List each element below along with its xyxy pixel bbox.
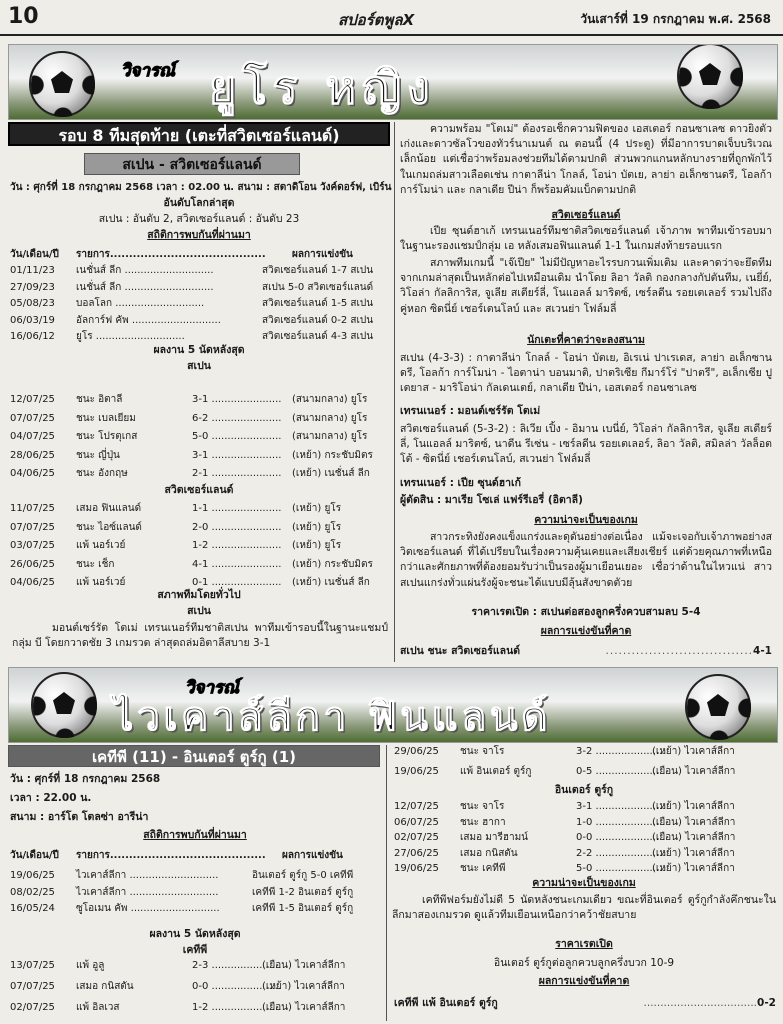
row-venue: (เหย้า) ยูโร — [292, 540, 342, 551]
finland-banner — [8, 667, 778, 743]
row-score: 3-2 ...................... — [576, 746, 666, 757]
row-outcome: ชนะ เช็ก — [76, 558, 115, 570]
row-competition: เนชั่นส์ ลีก ............................ — [76, 281, 214, 293]
row-venue: (เหย้า) ไวเคาส์ลีกา — [652, 863, 735, 874]
football-icon — [685, 674, 751, 740]
row-outcome: แพ้ นอร์เวย์ — [76, 540, 126, 551]
match-info: วัน : ศุกร์ที่ 18 กรกฎาคม 2568 เวลา : 02.00 น. สนาม : สตาดิโอน วังค์ดอร์ฟ, เบิร์น — [10, 182, 392, 193]
row-score: 0-0 ...................... — [576, 832, 666, 843]
row-outcome: แพ้ อิลเวส — [76, 1002, 120, 1013]
list-item — [10, 539, 390, 553]
list-item — [10, 1001, 382, 1015]
row-venue: (เยือน) ไวเคาส์ลีกา — [652, 766, 736, 777]
prediction-heading: ผลการแข่งขันที่คาด — [538, 975, 630, 987]
row-venue: (สนามกลาง) ยูโร — [292, 431, 368, 442]
list-item — [10, 412, 390, 426]
team-b-form-heading: สวิตเซอร์แลนด์ — [164, 484, 234, 496]
ranking-text: สเปน : อันดับ 2, สวิตเซอร์แลนด์ : อันดับ 23 — [98, 213, 300, 225]
football-icon — [29, 51, 95, 117]
row-score: 3-1 ...................... — [576, 801, 666, 812]
h2h-header-row — [10, 849, 380, 863]
row-outcome: เสมอ กนิสตัน — [76, 981, 134, 992]
coach-b: เทรนเนอร์ : เปีย ซุนด์ฮาเก้ — [400, 477, 521, 489]
banner-title: ไวเคาส์ลีกา ฟินแลนด์ — [113, 694, 552, 740]
row-venue: (เหย้า) เนชั่นส์ ลีก — [292, 577, 370, 588]
referee: ผู้ตัดสิน : มาเรีย โซเล่ แฟร์รีเอรี่ (อิตาลี) — [400, 494, 583, 506]
list-item — [394, 745, 776, 759]
row-competition: บอลโลก ............................ — [76, 298, 205, 309]
row-score: 3-1 ...................... — [192, 449, 282, 461]
lineup-a: สเปน (4-3-3) : กาตาลีน่า โกลล์ - โอน่า บัตเย, อิเรเน่ ปาเรเดส, ลาย่า อเล็กซานดรี, โอลก้า การ์โมน่า - ไอตาน่า บอนมาติ, ปาตริเซีย กีมาร์โร่ "ปาตรี", อเล็กเซีย ปูเตยาส - มาริโอน่า กัลเดนเตย์, กลาเดีย ปีน่า, เอสเตอร์ กอนซาเลซ — [400, 352, 772, 395]
row-date: 27/06/25 — [394, 847, 439, 859]
row-result: สวิตเซอร์แลนด์ 0-2 สเปน — [262, 314, 374, 326]
row-score: 2-0 ...................... — [192, 521, 282, 533]
banner-title: ยูโร หญิง — [209, 60, 436, 114]
euro-banner — [8, 44, 778, 120]
table-row — [10, 281, 390, 295]
row-score: 6-2 ...................... — [192, 412, 282, 424]
score-value: 4-1 — [753, 645, 772, 657]
row-venue: (เยือน) ไวเคาส์ลีกา — [652, 832, 736, 843]
list-item — [10, 980, 382, 994]
table-row — [10, 869, 382, 883]
row-venue: (สนามกลาง) ยูโร — [292, 412, 368, 424]
row-result: เคทีพี 1-5 อินเตอร์ ตูร์กู — [252, 903, 354, 914]
row-date: 06/07/25 — [394, 816, 439, 828]
row-outcome: เสมอ กนิสตัน — [460, 847, 518, 859]
table-row — [10, 886, 382, 900]
row-score: 3-1 ...................... — [192, 394, 282, 405]
list-item — [10, 467, 390, 481]
odds-text: อินเตอร์ ตูร์กูต่อลูกควบลูกครึ่งบวก 10-9 — [493, 957, 675, 969]
row-venue: (เหย้า) ไวเคาส์ลีกา — [652, 746, 735, 757]
row-venue: (เหย้า) ยูโร — [292, 521, 342, 533]
row-outcome: ชนะ เคทีพี — [460, 863, 506, 874]
list-item — [394, 862, 776, 876]
row-score: 0-0 ...................... — [192, 981, 282, 992]
list-item — [10, 558, 390, 572]
list-item — [10, 449, 390, 463]
table-row — [10, 902, 382, 916]
row-date: 13/07/25 — [10, 960, 55, 971]
row-score: 1-2 ...................... — [192, 1002, 282, 1013]
col-date: วัน/เดือน/ปี — [10, 249, 59, 260]
row-date: 07/07/25 — [10, 412, 55, 424]
ranking-heading: อันดับโลกล่าสุด — [163, 197, 235, 209]
football-icon — [677, 44, 743, 109]
row-venue: (เหย้า) กระชับมิตร — [292, 449, 373, 461]
row-outcome: เสมอ มารีฮามน์ — [460, 832, 529, 843]
prediction-text: เคทีพี แพ้ อินเตอร์ ตูร์กู — [394, 997, 498, 1009]
row-outcome: เสมอ ฟินแลนด์ — [76, 503, 142, 514]
row-result: เคทีพี 1-2 อินเตอร์ ตูร์กู — [252, 886, 354, 898]
row-score: 5-0 ...................... — [192, 431, 282, 442]
row-date: 04/06/25 — [10, 577, 55, 588]
football-icon — [31, 672, 97, 738]
row-outcome: ชนะ เบลเยียม — [76, 412, 136, 424]
probability-heading: ความน่าจะเป็นของเกม — [534, 514, 638, 526]
row-date: 28/06/25 — [10, 449, 55, 461]
row-result: สวิตเซอร์แลนด์ 4-3 สเปน — [262, 331, 374, 342]
table-row — [10, 297, 390, 311]
row-venue: (เยือน) ไวเคาส์ลีกา — [652, 816, 736, 828]
table-row — [10, 314, 390, 328]
row-date: 08/02/25 — [10, 886, 55, 898]
row-date: 07/07/25 — [10, 981, 55, 992]
row-date: 06/03/19 — [10, 314, 55, 326]
row-date: 16/06/12 — [10, 331, 55, 342]
banner-subtitle: วิจารณ์ — [185, 678, 239, 698]
row-date: 05/08/23 — [10, 298, 55, 309]
row-date: 03/07/25 — [10, 540, 55, 551]
row-venue: (เยือน) ไวเคาส์ลีกา — [262, 1002, 346, 1013]
row-date: 04/06/25 — [10, 468, 55, 479]
row-result: สวิตเซอร์แลนด์ 1-5 สเปน — [262, 298, 374, 309]
row-outcome: ชนะ จาโร — [460, 746, 505, 757]
state-heading: สภาพทีมโดยทั่วไป — [157, 589, 241, 601]
h2h-heading: สถิติการพบกันที่ผ่านมา — [143, 829, 247, 841]
row-date: 01/11/23 — [10, 265, 55, 276]
row-result: สเปน 5-0 สวิตเซอร์แลนด์ — [262, 281, 374, 293]
row-outcome: ชนะ ญี่ปุ่น — [76, 449, 120, 461]
list-item — [10, 393, 390, 407]
row-score: 0-5 ...................... — [576, 766, 666, 777]
row-score: 4-1 ...................... — [192, 558, 282, 570]
match-time: เวลา : 22.00 น. — [10, 792, 92, 804]
row-venue: (สนามกลาง) ยูโร — [292, 394, 368, 405]
odds-text: ราคาเรตเปิด : สเปนต่อสองลูกครึ่งควบสามลบ 5-4 — [471, 606, 701, 618]
h2h-header-row — [10, 248, 390, 262]
row-venue: (เหย้า) ไวเคาส์ลีกา — [262, 981, 345, 992]
row-date: 02/07/25 — [394, 832, 439, 843]
list-item — [10, 502, 390, 516]
row-result: สวิตเซอร์แลนด์ 1-7 สเปน — [262, 265, 374, 276]
row-outcome: ชนะ ไอซ์แลนด์ — [76, 521, 142, 533]
list-item — [394, 831, 776, 845]
row-outcome: ชนะ อิตาลี — [76, 394, 123, 405]
prediction-heading: ผลการแข่งขันที่คาด — [540, 625, 632, 637]
row-competition: อัลการ์ฟ คัพ ............................ — [76, 314, 221, 326]
col-date: วัน/เดือน/ปี — [10, 850, 59, 861]
prediction-score: ..................................0-2 — [643, 997, 776, 1009]
list-item — [10, 959, 382, 973]
list-item — [394, 800, 776, 814]
score-value: 0-2 — [757, 997, 776, 1009]
form-heading: ผลงาน 5 นัดหลังสุด — [153, 344, 245, 356]
row-competition: ไวเคาส์ลีกา ............................ — [76, 870, 219, 881]
match-title: สเปน - สวิตเซอร์แลนด์ — [84, 153, 300, 175]
row-date: 04/07/25 — [10, 431, 55, 442]
row-score: 1-0 ...................... — [576, 816, 666, 828]
issue-date: วันเสาร์ที่ 19 กรกฎาคม พ.ศ. 2568 — [580, 12, 771, 26]
list-item — [394, 847, 776, 861]
coach-a: เทรนเนอร์ : มอนต์เซร์รัต โตเม่ — [400, 405, 541, 417]
table-row — [10, 264, 390, 278]
row-outcome: ชนะ ฮากา — [460, 816, 506, 828]
column-divider — [386, 745, 387, 1021]
row-outcome: ชนะ โปรตุเกส — [76, 431, 138, 442]
list-item — [394, 816, 776, 830]
row-venue: (เยือน) ไวเคาส์ลีกา — [262, 960, 346, 971]
row-date: 27/09/23 — [10, 281, 55, 293]
list-item — [10, 430, 390, 444]
page-header — [0, 0, 783, 36]
swiss-preview-1: เปีย ซุนด์ฮาเก้ เทรนเนอร์ทีมชาติสวิตเซอร์แลนด์ เจ้าภาพ พาทีมเข้ารอบมาในฐานะรองแชมป์กลุ่ม เอ หลังเสมอฟินแลนด์ 1-1 ในเกมส่งท้ายรอบแรก — [400, 225, 772, 253]
row-date: 19/06/25 — [10, 870, 55, 881]
row-date: 19/06/25 — [394, 863, 439, 874]
row-date: 12/07/25 — [394, 801, 439, 812]
page-number: 10 — [8, 4, 39, 29]
odds-heading: ราคาเรตเปิด — [555, 938, 613, 950]
swiss-heading: สวิตเซอร์แลนด์ — [551, 209, 621, 221]
team-a-form-heading: สเปน — [187, 360, 211, 372]
row-date: 07/07/25 — [10, 521, 55, 533]
row-competition: เนชั่นส์ ลีก ............................ — [76, 265, 214, 276]
row-venue: (เหย้า) ไวเคาส์ลีกา — [652, 847, 735, 859]
row-venue: (เหย้า) เนชั่นส์ ลีก — [292, 468, 370, 479]
banner-subtitle: วิจารณ์ — [121, 61, 175, 81]
row-score: 2-1 ...................... — [192, 468, 282, 479]
row-date: 12/07/25 — [10, 394, 55, 405]
form-heading: ผลงาน 5 นัดหลังสุด — [149, 928, 241, 940]
row-outcome: แพ้ นอร์เวย์ — [76, 577, 126, 588]
row-competition: ยูโร ............................ — [76, 331, 185, 342]
swiss-preview-2: สภาพทีมเกมนี้ "เจ๊เปีย" ไม่มีปัญหาอะไรรบกวนเพิ่มเติม และคาดว่าจะยึดทีมจากเกมล่าสุดเป็นหลักต่อไปเหมือนเดิม นำโดย ลิอา วัลติ กองกลางกัปตันทีม, เนยี่ย์, วิโอล่า กัลลิการิส, จูเลีย สเตียร์ลี่, โนแอลล์ มาริตซ์, เซร์ลดีน รอยเตเลอร์ รวมไปถึงคู่หอก ซิดนี่ย์ เชอร์เตนโลบ์ และ สเวนย่า โฟล์มลี่ — [400, 257, 772, 315]
match-date: วัน : ศุกร์ที่ 18 กรกฎาคม 2568 — [10, 773, 161, 785]
col-result: ผลการแข่งขัน — [282, 850, 343, 861]
team-a-form-heading: เคทีพี — [182, 944, 208, 956]
probability-text: สาวกระทิงยังคงแข็งแกร่งและดุดันอย่างต่อเนื่อง แม้จะเจอกับเจ้าภาพอย่างสวิตเซอร์แลนด์ ที่ได้เปรียบในเรื่องความคุ้นเคยและเสียงเชียร์ แต่ด้วยคุณภาพที่เหนือกว่าและศักยภาพที่ต้องยอมรับว่าเป็นรองผู้มาเยือนเยอะ เชื่อว่าด้านในไหวแน่ สาวสเปนแกร่งทั่วแผ่นรังผู้จะชนะได้แบบมีลุ้นสังขาดตัวย — [400, 531, 772, 589]
prediction-text: สเปน ชนะ สวิตเซอร์แลนด์ — [400, 645, 521, 657]
row-outcome: ชนะ อังกฤษ — [76, 468, 128, 479]
col-competition: รายการ......................................... — [76, 850, 266, 861]
match-venue: สนาม : อาร์โต โตลซ่า อารีน่า — [10, 811, 149, 823]
state-team: สเปน — [187, 605, 211, 617]
row-score: 0-1 ...................... — [192, 577, 282, 588]
row-score: 1-2 ...................... — [192, 540, 282, 551]
list-item — [10, 521, 390, 535]
team-b-form-heading: อินเตอร์ ตูร์กู — [554, 784, 614, 796]
row-result: อินเตอร์ ตูร์กู 5-0 เคทีพี — [252, 870, 354, 881]
row-outcome: แพ้ อินเตอร์ ตูร์กู — [460, 766, 532, 777]
row-score: 1-1 ...................... — [192, 503, 282, 514]
match-title: เคทีพี (11) - อินเตอร์ ตูร์กู (1) — [8, 745, 380, 767]
col-result: ผลการแข่งขัน — [292, 249, 353, 260]
row-date: 29/06/25 — [394, 746, 439, 757]
prediction-score: ..................................4-1 — [605, 645, 772, 657]
row-outcome: แพ้ อูลู — [76, 960, 105, 971]
spain-preview: ความพร้อม "โตเม่" ต้องรอเช็กความฟิตของ เอสเตอร์ กอนซาเลซ ดาวยิงตัวเก่งและดาวซัลโวของทัวร์นาเมนต์ ณ ตอนนี้ (4 ประตู) ที่มีอาการบาดเจ็บบริเวณเล็กน้อย แต่เชื่อว่าพร้อมลงช่วยทีมได้ตามปกติ ส่วนพวกแกนหลักบางรายที่ถูกพักไว้ในเกมถล่มสาวเลือดเช่น กาตาลีน่า โกลล์, โอน่า บัตเย, ลาย่า อเล็กซานดรี, โอลก้า การ์โมน่า และ กลาเดีย ปีน่า ก็พร้อมคัมแบ็กตามปกติ — [400, 123, 772, 196]
probability-heading: ความน่าจะเป็นของเกม — [532, 877, 636, 889]
h2h-heading: สถิติการพบกันที่ผ่านมา — [147, 229, 251, 241]
row-score: 5-0 ...................... — [576, 863, 666, 874]
row-score: 2-2 ...................... — [576, 847, 666, 859]
table-row — [10, 330, 390, 344]
row-competition: ไวเคาส์ลีกา ............................ — [76, 886, 219, 898]
lineup-b: สวิตเซอร์แลนด์ (5-3-2) : ลิเวีย เปิ้ง - อิมาน เบนี่ย์, วิโอล่า กัลลิการิส, จูเลีย สเตียร์ลี่, โนแอลล์ มาริตซ์, นาดีน รีเซ่น - เซร์ลดีน รอยเตเลอร์, ลิอา วัลติ, สมิลล่า วัลล็อตโต้ - ซิดนี่ย์ เชอร์เตนโลบ์, สเวนย่า โฟล์มลี่ — [400, 423, 772, 466]
row-venue: (เหย้า) ไวเคาส์ลีกา — [652, 801, 735, 812]
row-score: 2-3 ...................... — [192, 960, 282, 971]
row-outcome: ชนะ จาโร — [460, 801, 505, 812]
row-date: 16/05/24 — [10, 903, 55, 914]
column-divider — [394, 122, 395, 662]
list-item — [394, 765, 776, 779]
lineup-heading: นักเตะที่คาดว่าจะลงสนาม — [527, 334, 645, 346]
row-date: 11/07/25 — [10, 503, 55, 514]
publication-logo: สปอร์ตพูลX — [338, 11, 415, 29]
row-competition: ซูโอเมน คัพ ............................ — [76, 903, 220, 914]
row-date: 26/06/25 — [10, 558, 55, 570]
row-venue: (เหย้า) ยูโร — [292, 503, 342, 514]
row-venue: (เหย้า) กระชับมิตร — [292, 558, 373, 570]
col-competition: รายการ......................................... — [76, 249, 266, 260]
probability-text: เคทีพีฟอร์มยังไม่ดี 5 นัดหลังชนะเกมเดียว ขณะที่อินเตอร์ ตูร์กูกำลังคึกชนะในลีกมาสองเกมรวด ดูแล้วทีมเยือนเหนือกว่าคว้าชัยสบาย — [392, 894, 776, 922]
row-date: 02/07/25 — [10, 1002, 55, 1013]
row-date: 19/06/25 — [394, 766, 439, 777]
state-text: มอนต์เซร์รัต โตเม่ เทรนเนอร์ทีมชาติสเปน พาทีมเข้ารอบนี้ในฐานะแชมป์กลุ่ม บี โดยกวาดชัย 3 เกมรวด ล่าสุดถล่มอิตาลีสบาย 3-1 — [12, 622, 388, 650]
section-title: รอบ 8 ทีมสุดท้าย (เตะที่สวิตเซอร์แลนด์) — [8, 122, 390, 146]
